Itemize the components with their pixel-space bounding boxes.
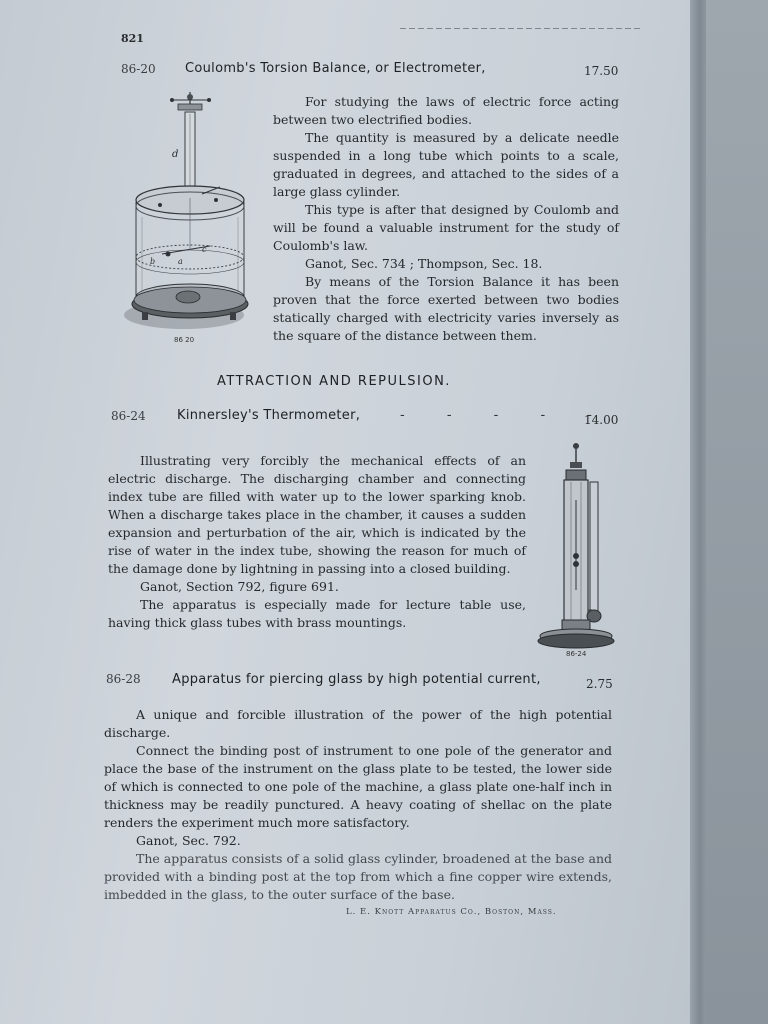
publisher-footer: L. E. Knott Apparatus Co., Boston, Mass. xyxy=(346,907,557,917)
description-paragraph: Connect the binding post of instrument to one pole of the generator and place the base of the instrument on the glass plate to be tested, the lower side of which is connected to one pole of the machine, a glass plate one-half inch in thickness may be readily punctured. A heavy coating of shellac on the plate renders the experiment much more satisfactory. xyxy=(104,743,612,830)
reference-line: Ganot, Sec. 792. xyxy=(136,833,241,848)
description-paragraph: This type is after that designed by Coulomb and will be found a valuable instrument for the study of Coulomb's law. xyxy=(273,202,619,253)
description-paragraph: Illustrating very forcibly the mechanical effects of an electric discharge. The discharging chamber and connecting index tube are filled with water up to the lower sparking knob. When a discharge takes place in the chamber, it causes a sudden expansion and perturbation of the air, which is indicated by the rise of water in the index tube, showing the reason for much of the damage done by lightning in passing into a closed building. xyxy=(108,453,526,576)
page-number: 821 xyxy=(121,32,144,45)
page-edge-shadow xyxy=(690,0,706,1024)
item-description xyxy=(104,706,612,904)
description-paragraph: For studying the laws of electric force acting between two electrified bodies. xyxy=(273,94,619,127)
description-paragraph: A unique and forcible illustration of the power of the high potential discharge. xyxy=(104,707,612,740)
item-description xyxy=(108,452,526,632)
item-title: Coulomb's Torsion Balance, or Electrometer, xyxy=(185,61,486,76)
figure-caption: 86-24 xyxy=(566,650,587,658)
figure-letter: d xyxy=(172,149,179,160)
figure-letter: a xyxy=(178,257,183,266)
figure-caption: 86 20 xyxy=(174,336,195,344)
item-price: 14.00 xyxy=(584,413,619,427)
top-rule xyxy=(400,28,640,29)
background-margin xyxy=(706,0,768,1024)
leader-dashes: - - - - - xyxy=(400,408,592,423)
reference-line: Ganot, Sec. 734 ; Thompson, Sec. 18. xyxy=(305,256,543,271)
description-paragraph: The quantity is measured by a delicate needle suspended in a long tube which points to a scale, graduated in degrees, and attached to the sides of a large glass cylinder. xyxy=(273,130,619,199)
item-number: 86-20 xyxy=(121,62,156,76)
item-price: 2.75 xyxy=(586,677,613,691)
description-paragraph: The apparatus is especially made for lecture table use, having thick glass tubes with brass mountings. xyxy=(108,597,526,630)
section-heading: ATTRACTION AND REPULSION. xyxy=(217,374,451,389)
item-number: 86-24 xyxy=(111,409,146,423)
description-paragraph: The apparatus consists of a solid glass cylinder, broadened at the base and provided with a binding post at the top from which a fine copper wire extends, imbedded in the glass, to the outer surface of the base. xyxy=(104,851,612,902)
item-number: 86-28 xyxy=(106,672,141,686)
kinnersley-thermometer-figure xyxy=(532,440,622,662)
figure-letter: b xyxy=(150,257,156,266)
torsion-balance-figure xyxy=(112,92,272,344)
item-description xyxy=(273,93,619,345)
reference-line: Ganot, Section 792, figure 691. xyxy=(140,579,339,594)
description-paragraph: By means of the Torsion Balance it has been proven that the force exerted between two bodies statically charged with electricity varies inversely as the square of the distance between them. xyxy=(273,274,619,343)
figure-letter: c xyxy=(202,245,207,254)
item-title: Kinnersley's Thermometer, xyxy=(177,408,361,423)
item-title: Apparatus for piercing glass by high potential current, xyxy=(172,672,541,687)
item-price: 17.50 xyxy=(584,64,619,78)
